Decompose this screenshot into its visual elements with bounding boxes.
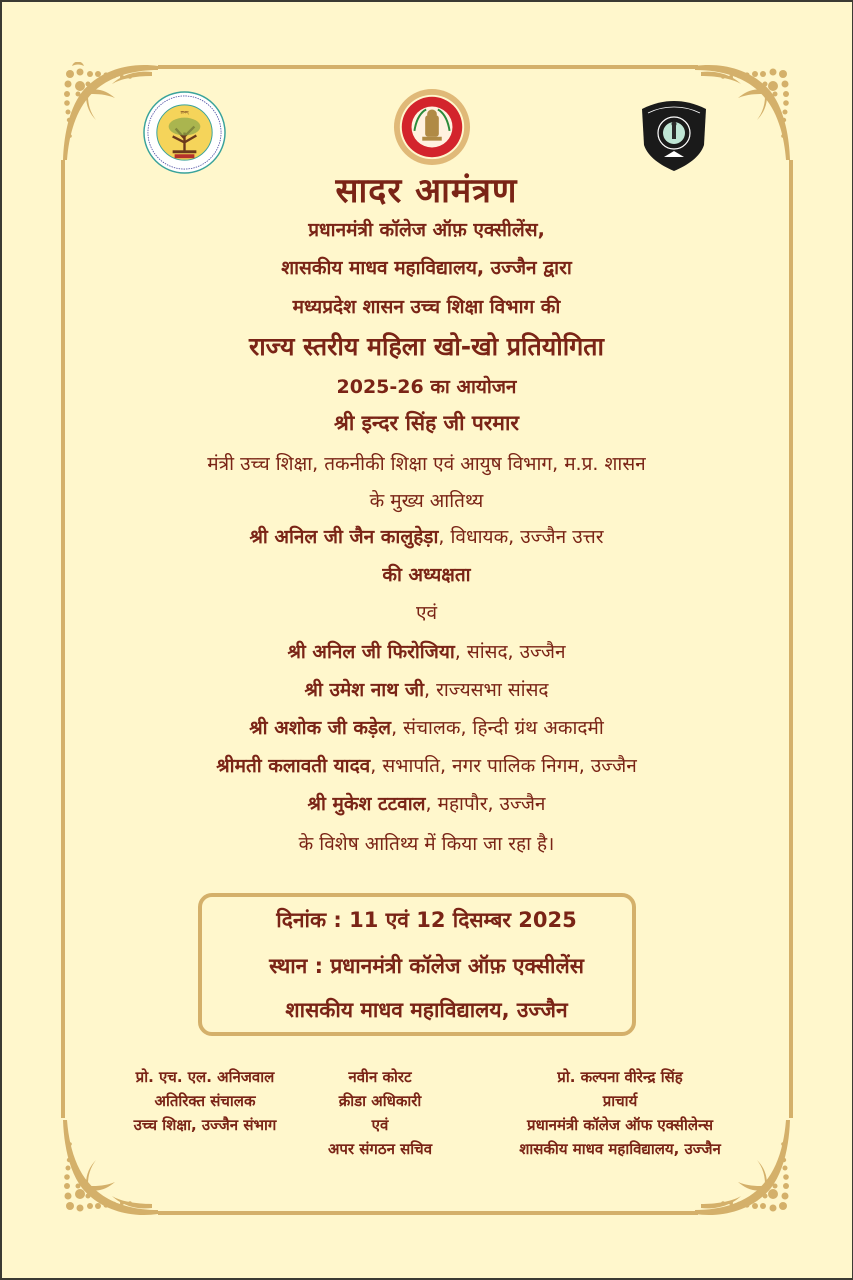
signatory-title: क्रीडा अधिकारी [338, 1092, 422, 1110]
president-name: श्री अनिल जी जैन कालुहेड़ा [249, 526, 439, 548]
president-designation: , विधायक, उज्जैन उत्तर [438, 526, 604, 548]
signatory-office: प्रधानमंत्री कॉलेज ऑफ एक्सीलेन्स [527, 1116, 713, 1134]
chief-guest-designation: मंत्री उच्च शिक्षा, तकनीकी शिक्षा एवं आयुष विभाग, म.प्र. शासन [207, 453, 646, 475]
signatory-office: शासकीय माधव महाविद्यालय, उज्जैन [519, 1140, 721, 1158]
special-guest-name: श्री अशोक जी कड़ेल [249, 717, 392, 739]
mp-government-emblem-icon [393, 88, 471, 166]
special-guest-designation: , महापौर, उज्जैन [425, 793, 546, 815]
special-guest-name: श्रीमती कलावती यादव [216, 755, 371, 777]
invitation-title: सादर आमंत्रण [335, 171, 518, 211]
svg-text:ज्ञानम्: ज्ञानम् [180, 109, 189, 115]
chief-guest-name: श्री इन्दर सिंह जी परमार [333, 411, 519, 435]
special-guest-line [0, 714, 853, 740]
signatory-title: अतिरिक्त संचालक [154, 1092, 256, 1110]
host-college-line: प्रधानमंत्री कॉलेज ऑफ़ एक्सीलेंस, [308, 219, 545, 241]
signatory-office: उच्च शिक्षा, उज्जैन संभाग [133, 1116, 277, 1134]
host-institution-line: शासकीय माधव महाविद्यालय, उज्जैन द्वारा [281, 257, 572, 279]
special-guest-name: श्री अनिल जी फिरोजिया [287, 641, 455, 663]
college-seal-icon [143, 91, 226, 174]
special-guest-line [0, 676, 853, 702]
special-guest-line [0, 752, 853, 778]
frame-bottom-border [158, 1211, 698, 1215]
signatory-name: प्रो. एच. एल. अनिजवाल [135, 1068, 275, 1086]
signatory-name: नवीन कोरट [348, 1068, 412, 1086]
event-year: 2025-26 का आयोजन [336, 376, 517, 398]
signatory-conjunction: एवं [371, 1116, 389, 1134]
signatory-right [470, 1065, 770, 1161]
president-line [0, 523, 853, 549]
event-name: राज्य स्तरीय महिला खो-खो प्रतियोगिता [248, 332, 605, 361]
special-guest-designation: , संचालक, हिन्दी ग्रंथ अकादमी [391, 717, 604, 739]
president-role: की अध्यक्षता [382, 564, 471, 586]
signatory-title: प्राचार्य [602, 1092, 638, 1110]
special-guest-name: श्री मुकेश टटवाल [307, 793, 426, 815]
signatory-name: प्रो. कल्पना वीरेन्द्र सिंह [557, 1068, 683, 1086]
special-guest-designation: , राज्यसभा सांसद [424, 679, 549, 701]
event-venue-line1: स्थान : प्रधानमंत्री कॉलेज ऑफ़ एक्सीलेंस [269, 954, 584, 978]
special-guest-line [0, 638, 853, 664]
special-guest-line [0, 790, 853, 816]
special-guest-name: श्री उमेश नाथ जी [304, 679, 424, 701]
frame-top-border [158, 65, 698, 69]
special-guest-designation: , सभापति, नगर पालिक निगम, उज्जैन [370, 755, 637, 777]
chief-guest-role: के मुख्य आतिथ्य [369, 490, 484, 512]
signatory-middle [300, 1065, 460, 1161]
event-date: दिनांक : 11 एवं 12 दिसम्बर 2025 [276, 908, 577, 932]
event-venue-line2: शासकीय माधव महाविद्यालय, उज्जैन [285, 998, 568, 1022]
closing-line: के विशेष आतिथ्य में किया जा रहा है। [298, 833, 555, 855]
university-crest-icon [634, 95, 714, 175]
special-guest-designation: , सांसद, उज्जैन [454, 641, 566, 663]
signatory-left [100, 1065, 310, 1137]
signatory-office: अपर संगठन सचिव [327, 1140, 433, 1158]
conjunction-text: एवं [415, 602, 438, 624]
department-line: मध्यप्रदेश शासन उच्च शिक्षा विभाग की [292, 296, 561, 318]
